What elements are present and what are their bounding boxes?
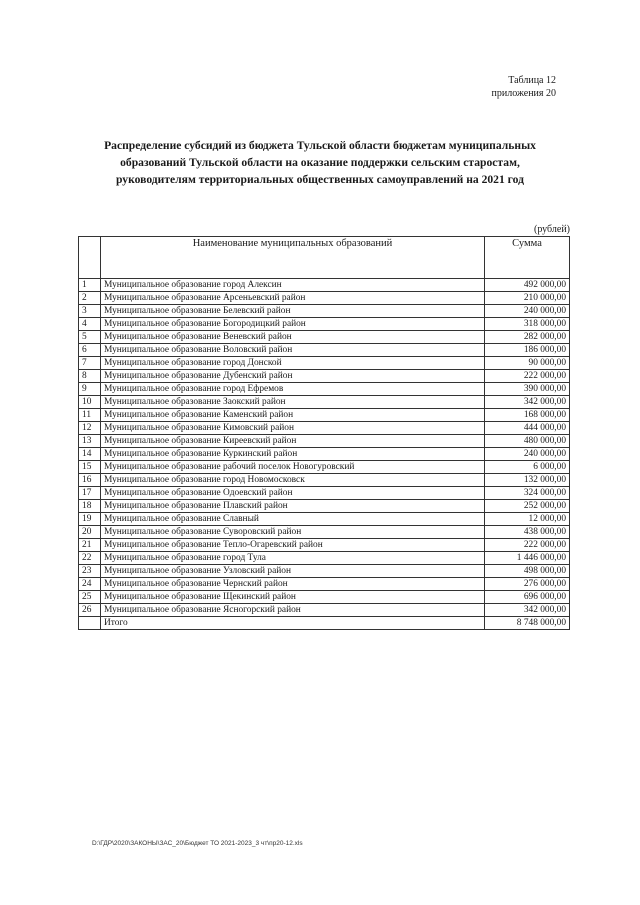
appendix-table-label: Таблица 12 xyxy=(508,75,556,86)
table-row xyxy=(79,422,570,435)
file-path-footer: D:\ГДР\2020\ЗАКОНЫ\ЗАС_20\Бюджет ТО 2021-2023_3 чт\пр20-12.xls xyxy=(92,840,303,847)
row-amount: 276 000,00 xyxy=(485,578,570,591)
table-header-row xyxy=(79,237,570,279)
row-amount: 222 000,00 xyxy=(485,370,570,383)
row-amount: 492 000,00 xyxy=(485,279,570,292)
row-amount: 318 000,00 xyxy=(485,318,570,331)
appendix-reference xyxy=(492,74,556,100)
row-amount: 90 000,00 xyxy=(485,357,570,370)
table-row xyxy=(79,539,570,552)
header-name: Наименование муниципальных образований xyxy=(101,237,485,279)
table-row xyxy=(79,578,570,591)
row-number: 17 xyxy=(79,487,101,500)
table-row xyxy=(79,448,570,461)
row-municipality-name: Муниципальное образование Славный xyxy=(101,513,485,526)
table-row xyxy=(79,461,570,474)
table-row xyxy=(79,383,570,396)
row-municipality-name: Муниципальное образование Кимовский район xyxy=(101,422,485,435)
row-municipality-name: Муниципальное образование Каменский район xyxy=(101,409,485,422)
row-amount: 342 000,00 xyxy=(485,604,570,617)
table-total-row xyxy=(79,617,570,630)
row-number: 22 xyxy=(79,552,101,565)
row-number: 8 xyxy=(79,370,101,383)
row-municipality-name: Муниципальное образование Белевский район xyxy=(101,305,485,318)
row-number: 10 xyxy=(79,396,101,409)
table-row xyxy=(79,318,570,331)
row-amount: 696 000,00 xyxy=(485,591,570,604)
row-municipality-name: Муниципальное образование Веневский район xyxy=(101,331,485,344)
row-number: 9 xyxy=(79,383,101,396)
row-amount: 210 000,00 xyxy=(485,292,570,305)
total-number xyxy=(79,617,101,630)
row-number: 19 xyxy=(79,513,101,526)
row-municipality-name: Муниципальное образование Чернский район xyxy=(101,578,485,591)
header-number xyxy=(79,237,101,279)
row-municipality-name: Муниципальное образование город Алексин xyxy=(101,279,485,292)
row-number: 16 xyxy=(79,474,101,487)
table-row xyxy=(79,435,570,448)
row-municipality-name: Муниципальное образование город Донской xyxy=(101,357,485,370)
row-amount: 12 000,00 xyxy=(485,513,570,526)
table-row xyxy=(79,604,570,617)
row-amount: 186 000,00 xyxy=(485,344,570,357)
row-amount: 1 446 000,00 xyxy=(485,552,570,565)
row-municipality-name: Муниципальное образование Дубенский район xyxy=(101,370,485,383)
row-amount: 240 000,00 xyxy=(485,448,570,461)
row-number: 2 xyxy=(79,292,101,305)
row-amount: 480 000,00 xyxy=(485,435,570,448)
row-municipality-name: Муниципальное образование Плавский район xyxy=(101,500,485,513)
row-number: 3 xyxy=(79,305,101,318)
row-number: 11 xyxy=(79,409,101,422)
row-amount: 6 000,00 xyxy=(485,461,570,474)
row-municipality-name: Муниципальное образование Щекинский район xyxy=(101,591,485,604)
units-label: (рублей) xyxy=(533,224,570,235)
row-municipality-name: Муниципальное образование Заокский район xyxy=(101,396,485,409)
row-amount: 438 000,00 xyxy=(485,526,570,539)
row-municipality-name: Муниципальное образование город Новомосковск xyxy=(101,474,485,487)
row-number: 26 xyxy=(79,604,101,617)
row-number: 6 xyxy=(79,344,101,357)
row-number: 25 xyxy=(79,591,101,604)
row-number: 18 xyxy=(79,500,101,513)
row-number: 12 xyxy=(79,422,101,435)
row-municipality-name: Муниципальное образование Ясногорский район xyxy=(101,604,485,617)
row-municipality-name: Муниципальное образование Узловский район xyxy=(101,565,485,578)
row-amount: 282 000,00 xyxy=(485,331,570,344)
row-municipality-name: Муниципальное образование Тепло-Огаревский район xyxy=(101,539,485,552)
table-row xyxy=(79,513,570,526)
table-row xyxy=(79,357,570,370)
row-number: 1 xyxy=(79,279,101,292)
row-amount: 132 000,00 xyxy=(485,474,570,487)
table-row xyxy=(79,370,570,383)
row-number: 13 xyxy=(79,435,101,448)
title-line-3: руководителям территориальных общественных самоуправлений на 2021 год xyxy=(116,173,524,186)
table-body xyxy=(79,279,570,630)
table-row xyxy=(79,344,570,357)
header-sum: Сумма xyxy=(485,237,570,279)
row-municipality-name: Муниципальное образование рабочий поселок Новогуровский xyxy=(101,461,485,474)
row-municipality-name: Муниципальное образование Богородицкий район xyxy=(101,318,485,331)
document-title xyxy=(70,137,570,188)
table-row xyxy=(79,292,570,305)
row-number: 15 xyxy=(79,461,101,474)
table-row xyxy=(79,500,570,513)
table-row xyxy=(79,526,570,539)
title-line-1: Распределение субсидий из бюджета Тульской области бюджетам муниципальных xyxy=(104,139,536,152)
row-number: 23 xyxy=(79,565,101,578)
table-row xyxy=(79,552,570,565)
row-number: 7 xyxy=(79,357,101,370)
table-row xyxy=(79,409,570,422)
row-number: 20 xyxy=(79,526,101,539)
row-municipality-name: Муниципальное образование город Тула xyxy=(101,552,485,565)
table-row xyxy=(79,279,570,292)
row-amount: 252 000,00 xyxy=(485,500,570,513)
row-amount: 222 000,00 xyxy=(485,539,570,552)
table-row xyxy=(79,474,570,487)
row-amount: 240 000,00 xyxy=(485,305,570,318)
subsidy-table xyxy=(78,236,570,630)
row-municipality-name: Муниципальное образование Суворовский район xyxy=(101,526,485,539)
row-municipality-name: Муниципальное образование Одоевский район xyxy=(101,487,485,500)
title-line-2: образований Тульской области на оказание поддержки сельским старостам, xyxy=(120,156,520,169)
row-municipality-name: Муниципальное образование Арсеньевский район xyxy=(101,292,485,305)
total-label: Итого xyxy=(101,617,485,630)
row-municipality-name: Муниципальное образование город Ефремов xyxy=(101,383,485,396)
row-number: 14 xyxy=(79,448,101,461)
row-amount: 444 000,00 xyxy=(485,422,570,435)
table-row xyxy=(79,565,570,578)
row-number: 24 xyxy=(79,578,101,591)
appendix-attachment-label: приложения 20 xyxy=(491,88,556,99)
row-number: 4 xyxy=(79,318,101,331)
row-number: 21 xyxy=(79,539,101,552)
table-row xyxy=(79,396,570,409)
row-municipality-name: Муниципальное образование Киреевский район xyxy=(101,435,485,448)
table-row xyxy=(79,331,570,344)
row-amount: 498 000,00 xyxy=(485,565,570,578)
row-municipality-name: Муниципальное образование Воловский район xyxy=(101,344,485,357)
row-amount: 324 000,00 xyxy=(485,487,570,500)
row-municipality-name: Муниципальное образование Куркинский район xyxy=(101,448,485,461)
table-row xyxy=(79,591,570,604)
table-row xyxy=(79,305,570,318)
row-amount: 168 000,00 xyxy=(485,409,570,422)
table-row xyxy=(79,487,570,500)
total-amount: 8 748 000,00 xyxy=(485,617,570,630)
row-amount: 390 000,00 xyxy=(485,383,570,396)
row-number: 5 xyxy=(79,331,101,344)
row-amount: 342 000,00 xyxy=(485,396,570,409)
